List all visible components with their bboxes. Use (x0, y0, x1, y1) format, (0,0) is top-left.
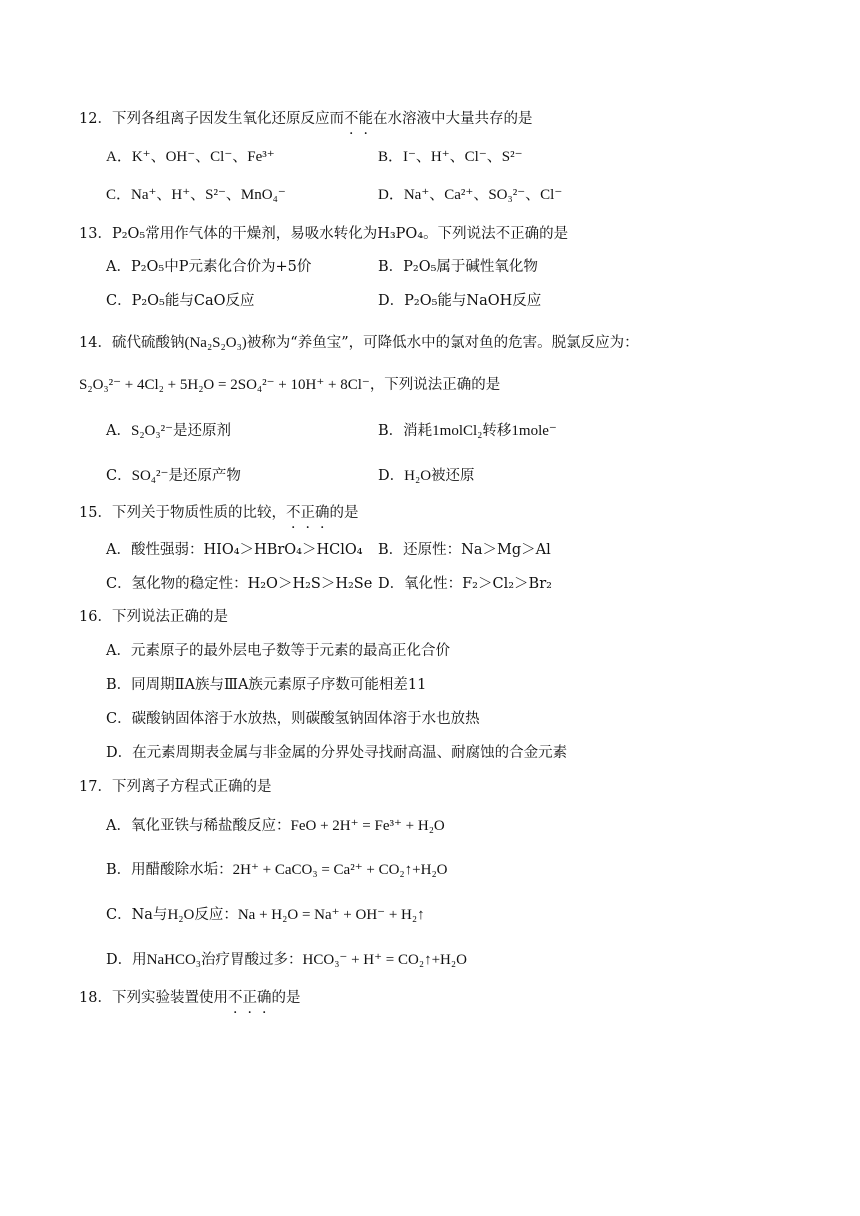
emphasis-mark: 不 (285, 505, 301, 521)
emphasis-mark: 正 (242, 990, 257, 1006)
question-16-option-c: C．碳酸钠固体溶于水放热，则碳酸氢钠固体溶于水也放热 (106, 711, 480, 727)
question-17-stem: 17．下列离子方程式正确的是 (79, 779, 272, 795)
emphasis-mark: 正 (300, 505, 315, 521)
question-16-option-a: A．元素原子的最外层电子数等于元素的最高正化合价 (106, 643, 450, 659)
question-15-option-a: A．酸性强弱：HIO₄＞HBrO₄＞HClO₄ (106, 542, 363, 558)
question-16-stem: 16．下列说法正确的是 (79, 609, 228, 625)
question-18-stem: 18．下列实验装置使用不正确的是 (79, 990, 301, 1006)
question-12-text: 12．下列各组离子因发生氧化还原反应而 (79, 111, 344, 127)
question-16-option-b: B．同周期ⅡA族与ⅢA族元素原子序数可能相差11 (106, 677, 427, 693)
question-14-option-b: B．消耗1molCl₂转移1mole⁻ (378, 423, 557, 439)
question-13-option-a: A．P₂O₅中P元素化合价为+5价 (106, 259, 312, 275)
question-17-option-a: A．氧化亚铁与稀盐酸反应：FeO + 2H⁺ = Fe³⁺ + H₂O (106, 818, 445, 834)
question-14-stem-line-2: S₂O₃²⁻ + 4Cl₂ + 5H₂O = 2SO₄²⁻ + 10H⁺ + 8Cl⁻，下列说法正确的是 (79, 377, 501, 393)
emphasis-mark: 确 (256, 990, 272, 1006)
formula-sodium-thiosulfate: (Na₂S₂O₃) (184, 335, 247, 351)
question-15-option-d: D．氧化性：F₂＞Cl₂＞Br₂ (378, 576, 552, 592)
question-12-option-d: D．Na⁺、Ca²⁺、SO₃²⁻、Cl⁻ (378, 187, 563, 203)
reaction-equation: S₂O₃²⁻ + 4Cl₂ + 5H₂O = 2SO₄²⁻ + 10H⁺ + 8Cl⁻ (79, 377, 370, 393)
question-17-option-d: D．用NaHCO₃治疗胃酸过多：HCO₃⁻ + H⁺ = CO₂↑+H₂O (106, 952, 467, 968)
emphasis-mark: 不 (227, 990, 243, 1006)
emphasis-mark: 能 (358, 111, 373, 127)
question-14-option-c: C．SO₄²⁻是还原产物 (106, 468, 241, 484)
question-13-option-d: D．P₂O₅能与NaOH反应 (378, 293, 542, 309)
question-14-stem-line-1: 14．硫代硫酸钠(Na₂S₂O₃)被称为“养鱼宝”，可降低水中的氯对鱼的危害。脱氯反应为： (79, 335, 639, 351)
question-12-option-a: A．K⁺、OH⁻、Cl⁻、Fe³⁺ (106, 149, 275, 165)
question-12-option-b: B．I⁻、H⁺、Cl⁻、S²⁻ (378, 149, 523, 165)
emphasis-mark: 确 (314, 505, 330, 521)
question-15-option-b: B．还原性：Na＞Mg＞Al (378, 542, 551, 558)
question-17-option-c: C．Na与H₂O反应：Na + H₂O = Na⁺ + OH⁻ + H₂↑ (106, 907, 425, 923)
question-12-stem (79, 109, 532, 129)
question-17-option-b: B．用醋酸除水垢：2H⁺ + CaCO₃ = Ca²⁺ + CO₂↑+H₂O (106, 862, 448, 878)
question-13-stem: 13．P₂O₅常用作气体的干燥剂，易吸水转化为H₃PO₄。下列说法不正确的是 (79, 226, 569, 242)
question-12-text: 在水溶液中大量共存的是 (372, 111, 533, 127)
emphasis-mark: 不 (343, 111, 359, 127)
question-12-option-c: C．Na⁺、H⁺、S²⁻、MnO₄⁻ (106, 187, 286, 203)
question-14-option-d: D．H₂O被还原 (378, 468, 475, 484)
question-15-stem: 15．下列关于物质性质的比较，不正确的是 (79, 505, 359, 521)
question-13-option-b: B．P₂O₅属于碱性氧化物 (378, 259, 538, 275)
question-14-option-a: A．S₂O₃²⁻是还原剂 (106, 423, 232, 439)
question-16-option-d: D．在元素周期表金属与非金属的分界处寻找耐高温、耐腐蚀的合金元素 (106, 745, 568, 761)
question-15-option-c: C．氢化物的稳定性：H₂O＞H₂S＞H₂Se (106, 576, 373, 592)
question-13-option-c: C．P₂O₅能与CaO反应 (106, 293, 255, 309)
